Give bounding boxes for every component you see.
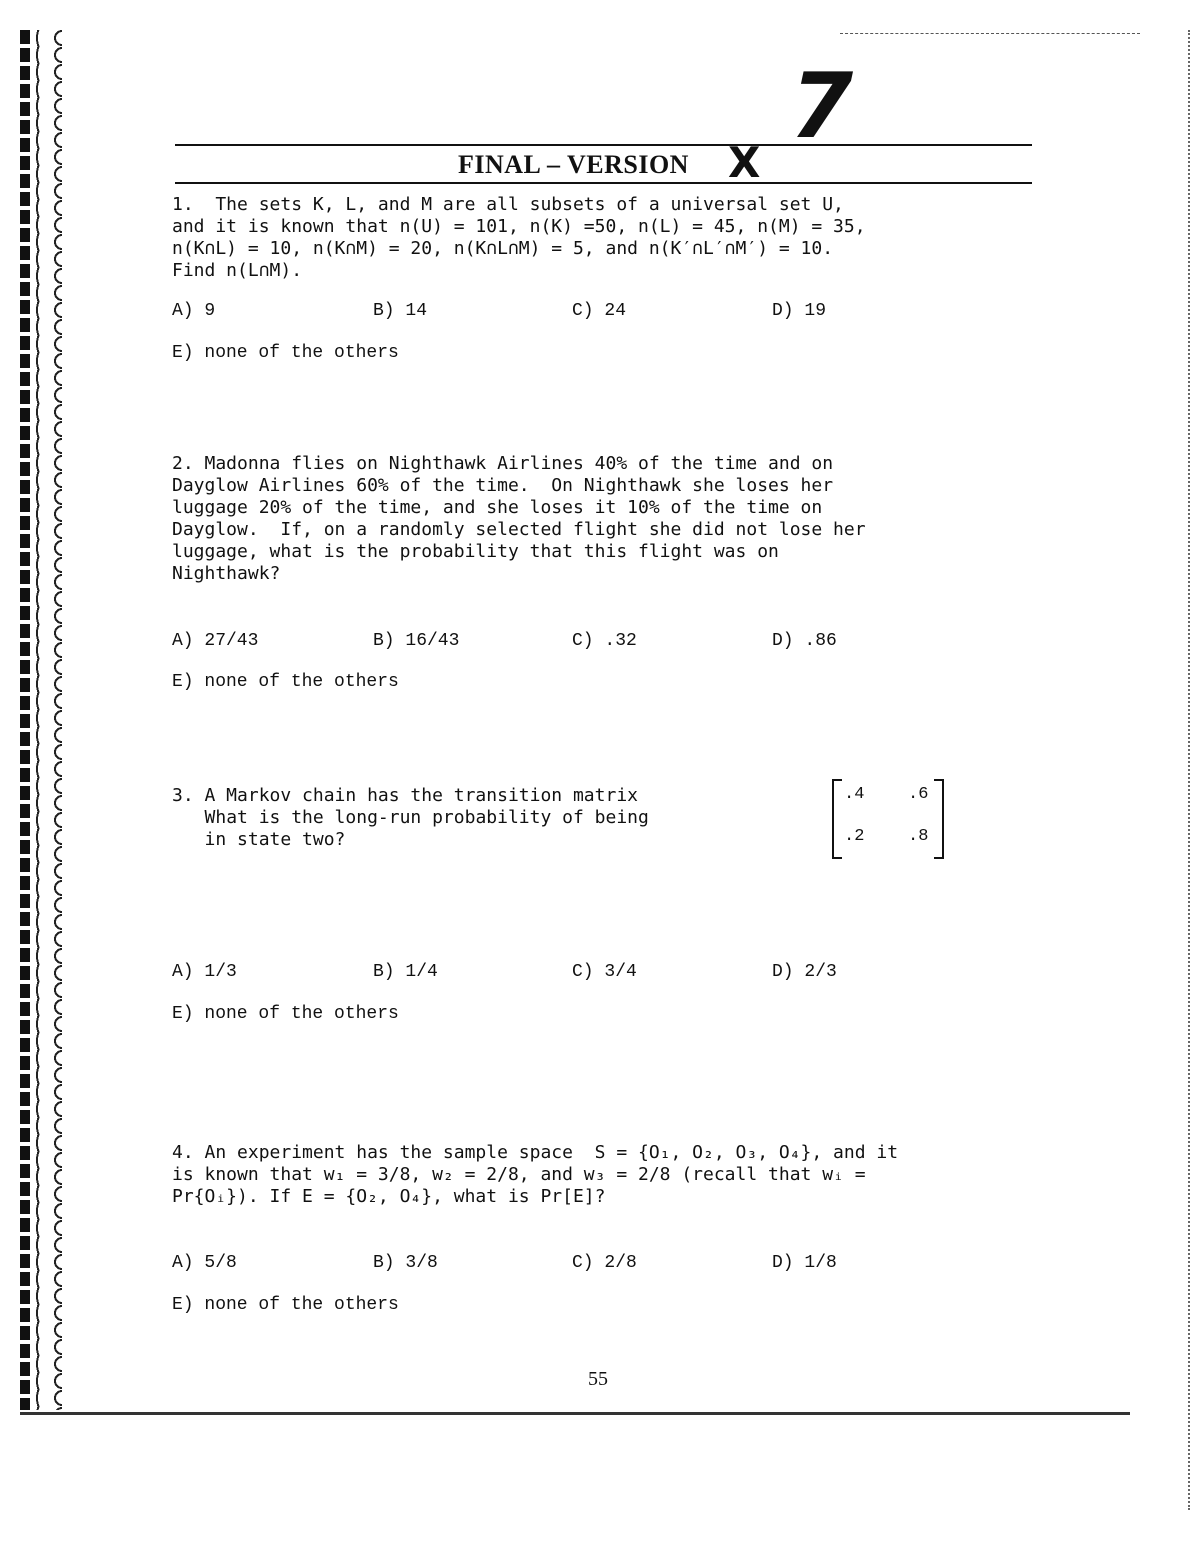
matrix-cell: .6 xyxy=(908,785,929,804)
matrix-cell: .4 xyxy=(844,785,865,804)
question-4-option-e: E) none of the others xyxy=(172,1295,399,1315)
question-1-option-d: D) 19 xyxy=(772,301,827,321)
question-3-text: 3. A Markov chain has the transition matrix What is the long-run probability of being in state two? xyxy=(172,785,649,850)
question-1-option-e: E) none of the others xyxy=(172,343,399,363)
page-bottom-edge xyxy=(20,1412,1130,1415)
matrix-right-bracket xyxy=(934,779,944,859)
question-1-option-c: C) 24 xyxy=(572,301,627,321)
question-3-option-b: B) 1/4 xyxy=(373,962,438,982)
binding-rings xyxy=(32,30,62,1410)
transition-matrix xyxy=(832,779,944,855)
question-3-option-c: C) 3/4 xyxy=(572,962,637,982)
question-4-option-d: D) 1/8 xyxy=(772,1253,837,1273)
version-x-mark: X xyxy=(728,138,761,187)
question-2-text: 2. Madonna flies on Nighthawk Airlines 40% of the time and on Dayglow Airlines 60% of the time. On Nighthawk she loses her luggage 20% of the time, and she loses it 10% of the time on Dayglow. If, on a randomly selected flight she did not lose her luggage, what is the probability that this flight was on Nighthawk? xyxy=(172,453,866,584)
question-2-option-a: A) 27/43 xyxy=(172,631,259,651)
question-2-option-b: B) 16/43 xyxy=(373,631,460,651)
matrix-cell: .8 xyxy=(908,827,929,846)
question-2-option-d: D) .86 xyxy=(772,631,837,651)
matrix-cell: .2 xyxy=(844,827,865,846)
question-4-option-a: A) 5/8 xyxy=(172,1253,237,1273)
question-4-option-c: C) 2/8 xyxy=(572,1253,637,1273)
page-header xyxy=(175,138,1032,187)
question-2-option-c: C) .32 xyxy=(572,631,637,651)
page-right-edge xyxy=(1188,30,1192,1510)
spiral-binding xyxy=(20,30,64,1410)
matrix-left-bracket xyxy=(832,779,842,859)
question-3-option-a: A) 1/3 xyxy=(172,962,237,982)
page-number: 55 xyxy=(588,1368,608,1390)
binding-strip xyxy=(20,30,30,1410)
question-3-option-d: D) 2/3 xyxy=(772,962,837,982)
question-1-option-a: A) 9 xyxy=(172,301,216,321)
handwritten-page-mark: 7 xyxy=(778,54,864,159)
question-1-option-b: B) 14 xyxy=(373,301,428,321)
question-4-text: 4. An experiment has the sample space S = {O₁, O₂, O₃, O₄}, and it is known that w₁ = 3/8, w₂ = 2/8, and w₃ = 2/8 (recall that wᵢ = Pr{Oᵢ}). If E = {O₂, O₄}, what is Pr[E]? xyxy=(172,1142,899,1207)
top-edge-rule xyxy=(840,33,1140,34)
question-3-option-e: E) none of the others xyxy=(172,1004,399,1024)
question-1-text: 1. The sets K, L, and M are all subsets of a universal set U, and it is known that n(U) = 101, n(K) =50, n(L) = 45, n(M) = 35, n(K∩L) = 10, n(K∩M) = 20, n(K∩L∩M) = 5, and n(K′∩L′∩M′) = 10. Find n(L∩M). xyxy=(172,194,866,281)
question-2-option-e: E) none of the others xyxy=(172,672,399,692)
header-title: FINAL – VERSION xyxy=(458,150,689,179)
question-4-option-b: B) 3/8 xyxy=(373,1253,438,1273)
